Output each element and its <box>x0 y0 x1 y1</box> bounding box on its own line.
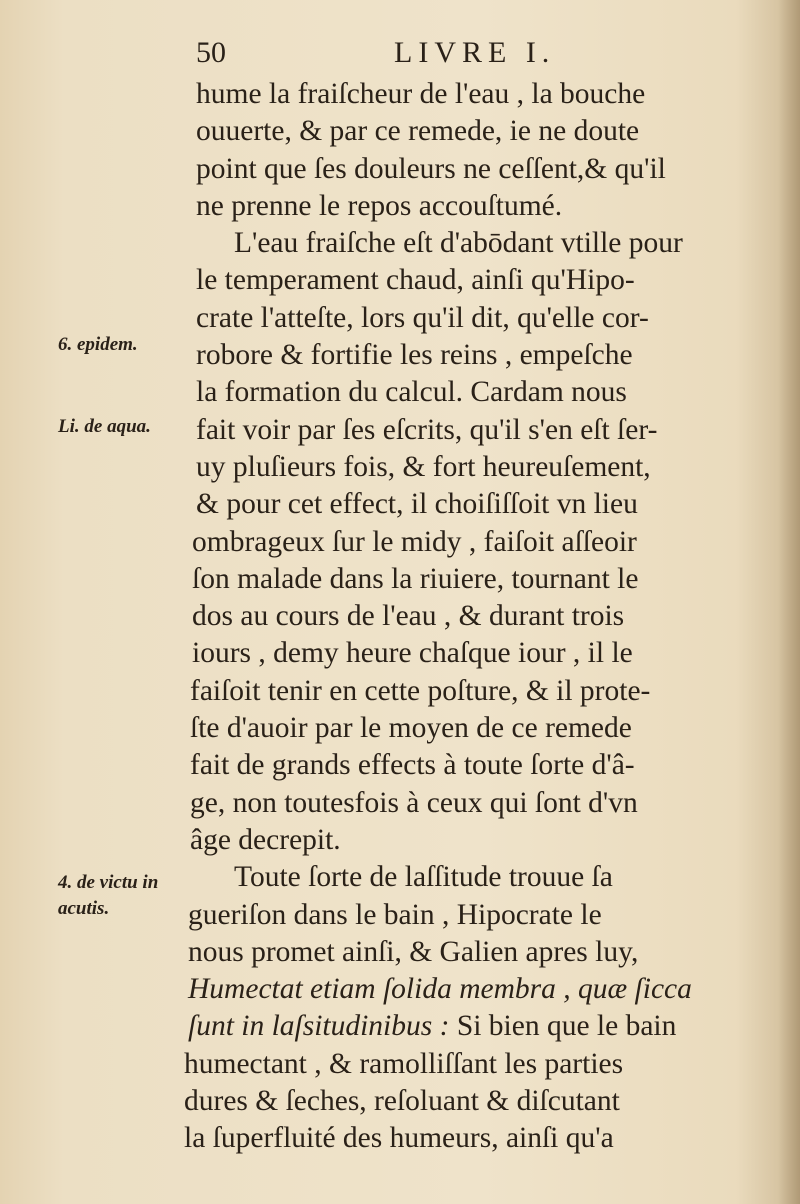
roman-text: Si bien que le bain <box>449 1010 677 1043</box>
text-line: & pour cet effect, il choiſiſſoit vn lieu <box>196 488 638 521</box>
italic-quote: ſunt in laſsitudinibus : <box>188 1010 450 1043</box>
text-line: faiſoit tenir en cette poſture, & il prote- <box>190 674 651 707</box>
text-line-mixed <box>178 1008 768 1045</box>
margin-note: Li. de aqua. <box>58 416 151 437</box>
text-line: dos au cours de l'eau , & durant trois <box>192 600 625 633</box>
text-line: ombrageux ſur le midy , faiſoit aſſeoir <box>192 525 637 558</box>
text-line: la formation du calcul. Cardam nous <box>196 376 627 409</box>
text-line: la ſuperfluité des humeurs, ainſi qu'a <box>184 1122 614 1155</box>
text-line: ne prenne le repos accouſtumé. <box>196 189 563 222</box>
text-line: gueriſon dans le bain , Hipocrate le <box>188 898 602 931</box>
text-line: nous promet ainſi, & Galien apres luy, <box>188 935 639 968</box>
page-edge-shadow <box>778 0 800 1204</box>
running-head: LIVRE I. <box>394 36 556 69</box>
text-line: hume la fraiſcheur de l'eau , la bouche <box>196 78 646 110</box>
page-number: 50 <box>196 36 226 69</box>
margin-note: 6. epidem. <box>58 334 138 355</box>
text-line-italic: Humectat etiam ſolida membra , quæ ſicca <box>188 973 692 1006</box>
margin-note: 4. de victu in acutis. <box>58 872 159 919</box>
text-line: Toute ſorte de laſſitude trouue ſa <box>234 861 613 894</box>
text-line: ſon malade dans la riuiere, tournant le <box>192 562 639 595</box>
text-line: âge decrepit. <box>190 823 341 856</box>
text-line: fait de grands effects à toute ſorte d'â- <box>190 749 635 782</box>
text-line: ge, non toutesfois à ceux qui ſont d'vn <box>190 786 638 819</box>
text-line: iours , demy heure chaſque iour , il le <box>192 637 633 670</box>
text-line: le temperament chaud, ainſi qu'Hipo- <box>196 264 635 297</box>
text-line: ſte d'auoir par le moyen de ce remede <box>190 712 632 745</box>
page-header <box>196 30 756 76</box>
text-line: crate l'atteſte, lors qu'il dit, qu'elle cor- <box>196 301 649 334</box>
text-line: fait voir par ſes eſcrits, qu'il s'en eſt ſer- <box>196 413 658 446</box>
text-line: ouuerte, & par ce remede, ie ne doute <box>196 115 640 148</box>
text-line: humectant , & ramolliſſant les parties <box>184 1047 624 1080</box>
body-text <box>178 76 768 1158</box>
text-line: point que ſes douleurs ne ceſſent,& qu'il <box>196 152 666 185</box>
text-line: L'eau fraiſche eſt d'abōdant vtille pour <box>234 227 683 260</box>
text-line: dures & ſeches, reſoluant & diſcutant <box>184 1085 620 1118</box>
text-line: uy pluſieurs fois, & fort heureuſement, <box>196 450 651 483</box>
text-line: robore & fortifie les reins , empeſche <box>196 339 633 372</box>
